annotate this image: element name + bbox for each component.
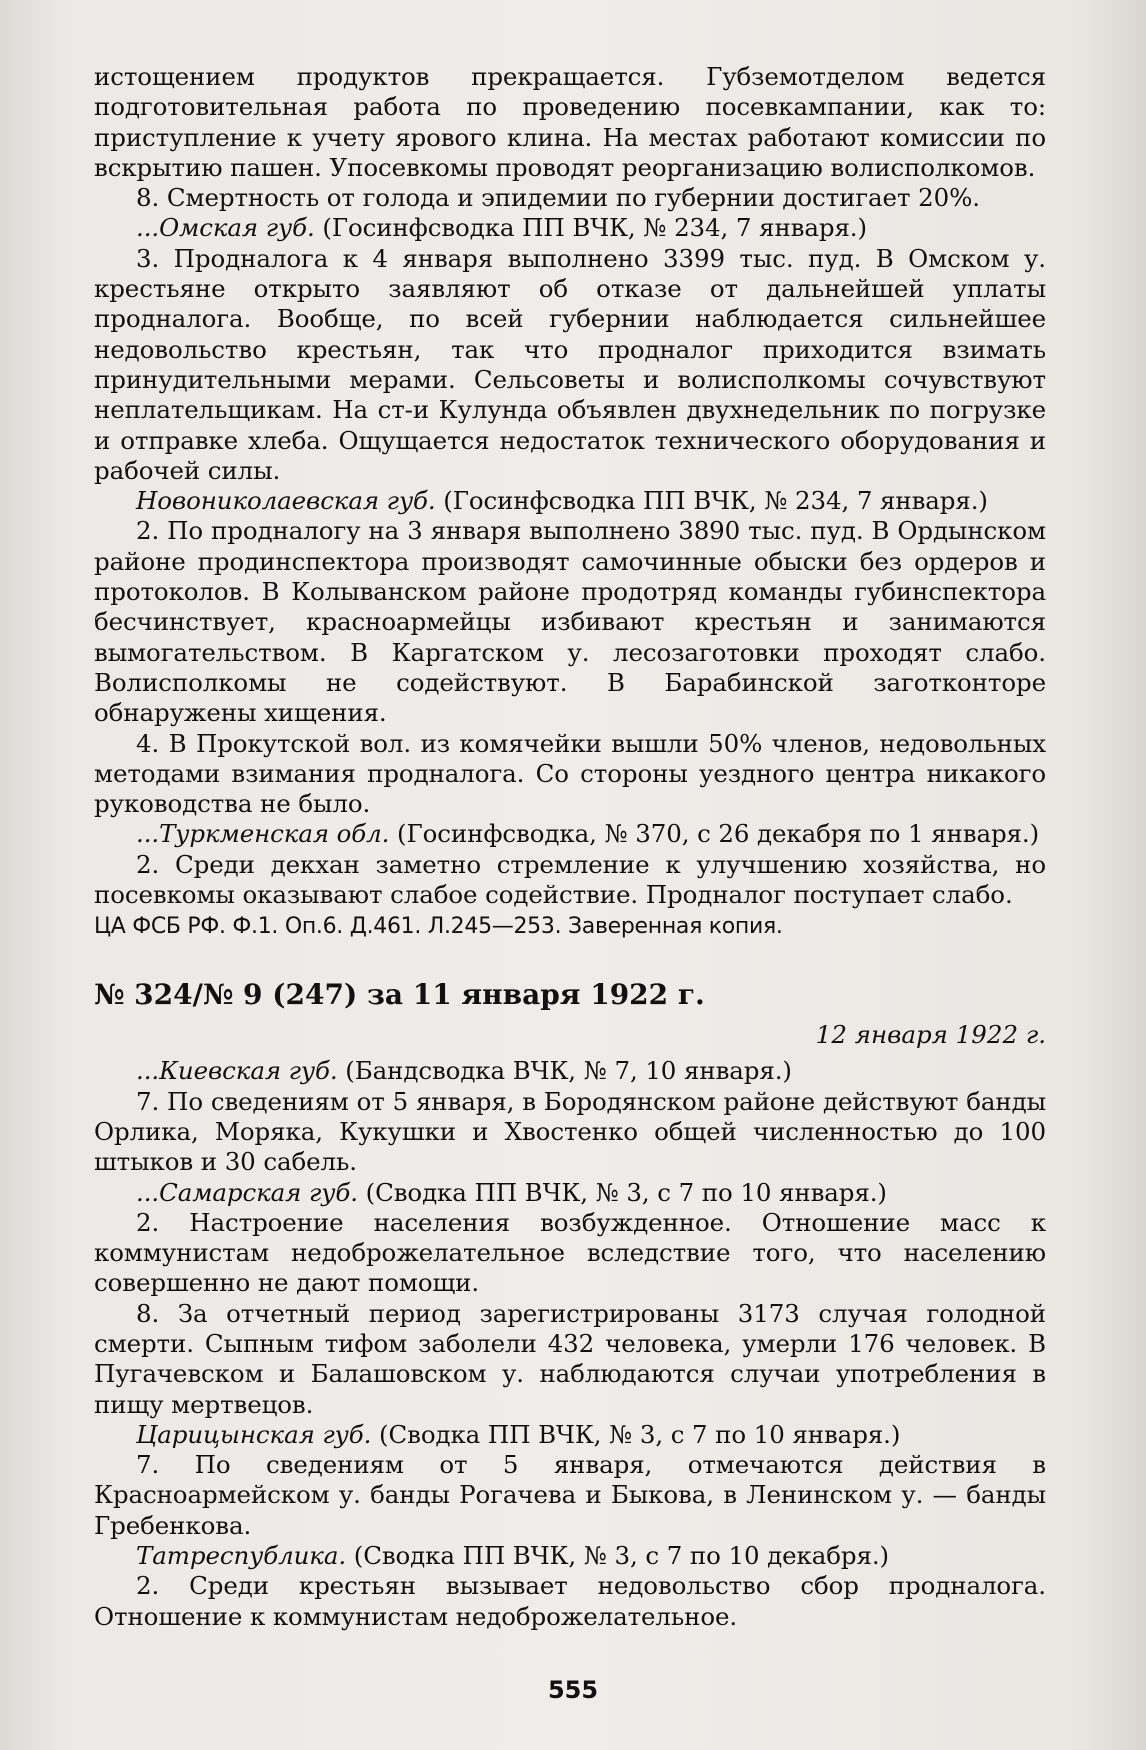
source-ref: (Госинфсводка, № 370, с 26 декабря по 1 января.) xyxy=(389,819,1040,849)
paragraph: 8. Смертность от голода и эпидемии по губернии достигает 20%. xyxy=(136,183,980,213)
source-ref: (Сводка ПП ВЧК, № 3, с 7 по 10 января.) xyxy=(357,1177,887,1207)
source-ref: (Бандсводка ВЧК, № 7, 10 января.) xyxy=(337,1056,792,1086)
source-ref: (Госинфсводка ПП ВЧК, № 234, 7 января.) xyxy=(435,486,988,516)
paragraph: 4. В Прокутской вол. из комячейки вышли 50% членов, недовольных методами взимания продналога. Со стороны уездного центра никакого руководства не было. xyxy=(94,728,1046,819)
source-ref: (Сводка ПП ВЧК, № 3, с 7 по 10 января.) xyxy=(371,1419,901,1449)
paragraph: 2. По продналогу на 3 января выполнено 3890 тыс. пуд. В Ордынском районе продинспектора производят самочинные обыски без ордеров и протоколов. В Колыванском районе продотряд команды губинспектора бесчинствует, красноармейцы избивают крестьян и занимаются вымогательством. В Каргатском у. лесозаготовки проходят слабо. Волисполкомы не содействуют. В Барабинской заготконторе обнаружены хищения. xyxy=(94,516,1046,728)
source-line xyxy=(94,1178,1046,1208)
paragraph: истощением продуктов прекращается. Губземотделом ведется подготовительная работа по проведению посевкампании, как то: приступление к учету ярового клина. На местах работают комиссии по вскрытию пашен. Упосевкомы проводят реорганизацию волисполкомов. xyxy=(94,62,1046,182)
document-date: 12 января 1922 г. xyxy=(815,1020,1046,1050)
region-name: Новониколаевская губ. xyxy=(136,486,436,516)
source-line xyxy=(94,486,1046,516)
region-name: ...Самарская губ. xyxy=(136,1177,358,1207)
source-line xyxy=(94,1056,1046,1086)
source-line xyxy=(94,1420,1046,1450)
page-body xyxy=(94,62,1046,1632)
archive-reference: ЦА ФСБ РФ. Ф.1. Оп.6. Д.461. Л.245—253. Заверенная копия. xyxy=(94,914,783,940)
paragraph: 2. Среди крестьян вызывает недовольство сбор продналога. Отношение к коммунистам недоброжелательное. xyxy=(94,1571,1046,1631)
paragraph: 7. По сведениям от 5 января, отмечаются действия в Красноармейском у. банды Рогачева и Быкова, в Ленинском у. — банды Гребенкова. xyxy=(94,1450,1046,1540)
paragraph: 2. Настроение населения возбужденное. Отношение масс к коммунистам недоброжелательное вследствие того, что населению совершенно не дают помощи. xyxy=(94,1207,1046,1298)
source-ref: (Госинфсводка ПП ВЧК, № 234, 7 января.) xyxy=(314,213,867,243)
document-heading: № 324/№ 9 (247) за 11 января 1922 г. xyxy=(94,978,705,1012)
region-name: Татреспублика. xyxy=(136,1541,347,1571)
region-name: ...Туркменская обл. xyxy=(136,819,390,849)
source-line xyxy=(94,819,1046,849)
paragraph: 3. Продналога к 4 января выполнено 3399 тыс. пуд. В Омском у. крестьяне открыто заявляют об отказе от дальнейшей уплаты продналога. Вообще, по всей губернии наблюдается сильнейшее недовольство крестьян, так что продналог приходится взимать принудительными мерами. Сельсоветы и волисполкомы сочувствуют неплательщикам. На ст-и Кулунда объявлен двухнедельник по погрузке и отправке хлеба. Ощущается недостаток технического оборудования и рабочей силы. xyxy=(94,243,1046,485)
source-line xyxy=(94,213,1046,243)
source-line xyxy=(94,1541,1046,1571)
region-name: Царицынская губ. xyxy=(136,1419,372,1449)
source-ref: (Сводка ПП ВЧК, № 3, с 7 по 10 декабря.) xyxy=(346,1541,889,1571)
paragraph: 2. Среди декхан заметно стремление к улучшению хозяйства, но посевкомы оказывают слабое содействие. Продналог поступает слабо. xyxy=(94,849,1046,910)
paragraph: 7. По сведениям от 5 января, в Бородянском районе действуют банды Орлика, Моряка, Кукушки и Хвостенко общей численностью до 100 штыков и 30 сабель. xyxy=(94,1086,1046,1177)
page-number: 555 xyxy=(547,1676,599,1704)
region-name: ...Омская губ. xyxy=(136,213,315,243)
region-name: ...Киевская губ. xyxy=(136,1056,338,1086)
paragraph: 8. За отчетный период зарегистрированы 3173 случая голодной смерти. Сыпным тифом заболели 432 человека, умерли 176 человек. В Пугачевском и Балашовском у. наблюдаются случаи употребления в пищу мертвецов. xyxy=(94,1298,1046,1419)
